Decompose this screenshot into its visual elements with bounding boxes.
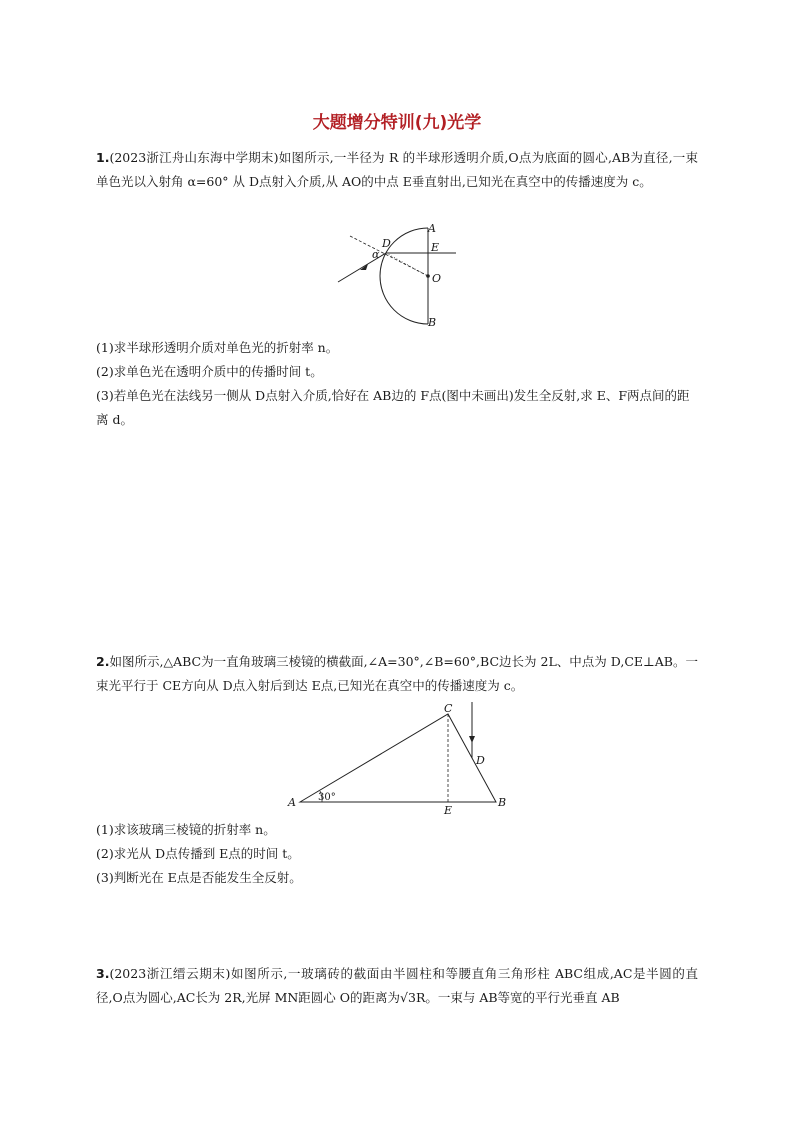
label-C: C [444,702,453,715]
question-text: (2023浙江舟山东海中学期末)如图所示,一半径为 R 的半球形透明介质,O点为底面的圆心,AB为直径,一束单色光以入射角 α=60° 从 D点射入介质,从 AO的中点 E垂直射出,已知光在真空中的传播速度为 c。 [96,150,698,189]
label-B: B [498,796,507,809]
label-alpha: α [372,248,380,261]
label-E: E [444,804,453,817]
question-text: (2023浙江缙云期末)如图所示,一玻璃砖的截面由半圆柱和等腰直角三角形柱 ABC组成,AC是半圆的直径,O点为圆心,AC长为 2R,光屏 MN距圆心 O的距离为√3R。一束与 AB等宽的平行光垂直 AB [96,966,698,1005]
figure-hemisphere [330,220,460,330]
label-A: A [288,796,296,809]
q2-part-2: (2)求光从 D点传播到 E点的时间 t。 [96,846,300,861]
figure-prism [280,698,520,818]
question-1 [96,146,698,194]
question-2 [96,650,698,698]
label-B: B [428,316,437,329]
question-number: 3. [96,966,110,981]
label-D: D [382,237,391,250]
label-D: D [476,754,485,767]
label-E: E [431,241,440,254]
label-angle: 30° [318,792,336,803]
q2-part-1: (1)求该玻璃三棱镜的折射率 n。 [96,822,276,837]
q1-part-1: (1)求半球形透明介质对单色光的折射率 n。 [96,340,339,355]
question-text: 如图所示,△ABC为一直角玻璃三棱镜的横截面,∠A=30°,∠B=60°,BC边长为 2L、中点为 D,CE⊥AB。一束光平行于 CE方向从 D点入射后到达 E点,已知光在真空中的传播速度为 c。 [96,654,698,693]
page-title: 大题增分特训(九)光学 [312,113,482,133]
question-number: 2. [96,654,110,669]
q2-part-3: (3)判断光在 E点是否能发生全反射。 [96,870,302,885]
question-3 [96,962,698,1010]
label-O: O [432,272,442,285]
q1-part-2: (2)求单色光在透明介质中的传播时间 t。 [96,364,323,379]
q1-part-3: (3)若单色光在法线另一侧从 D点射入介质,恰好在 AB边的 F点(图中未画出)发生全反射,求 E、F两点间的距离 d。 [96,388,690,427]
label-A: A [428,222,436,235]
question-number: 1. [96,150,110,165]
